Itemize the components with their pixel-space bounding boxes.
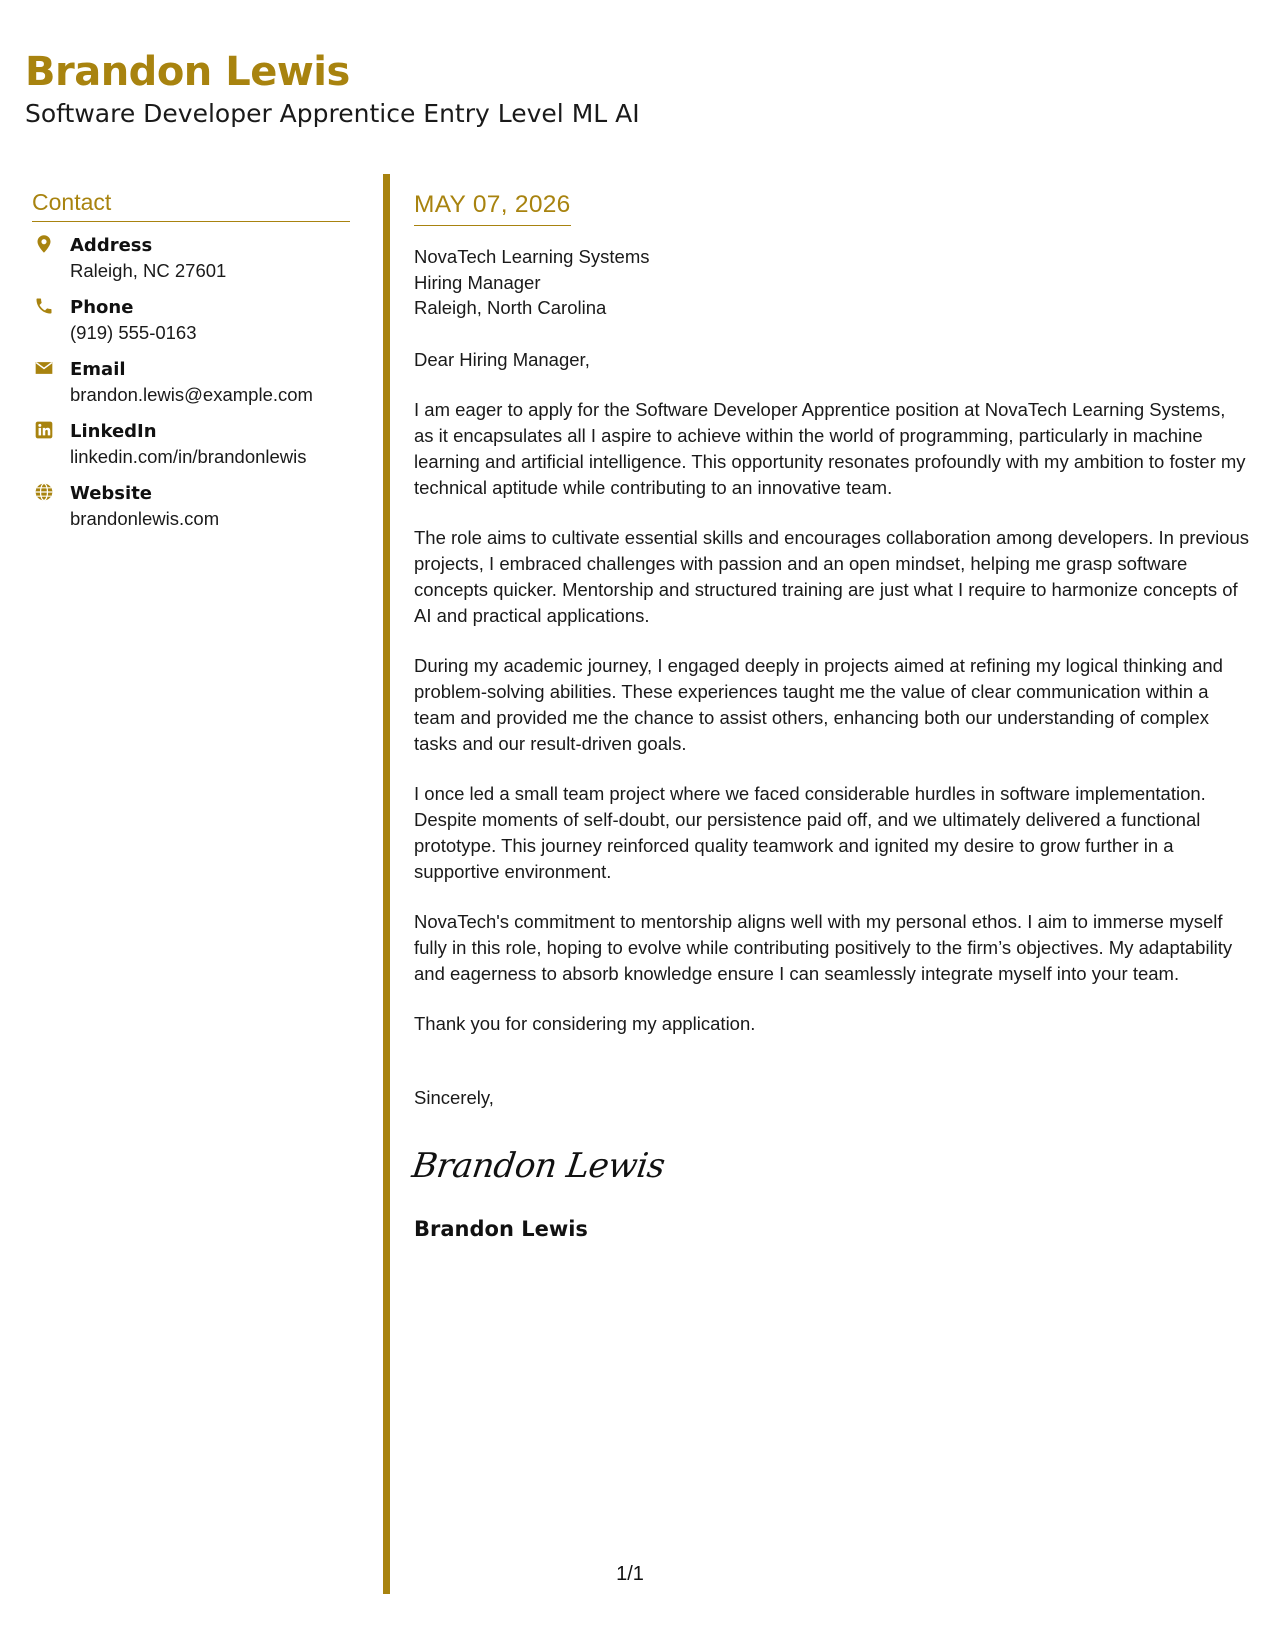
contact-label: Website — [70, 483, 153, 504]
contact-item-email — [32, 358, 350, 407]
contact-item-address — [32, 234, 350, 283]
paragraph: During my academic journey, I engaged deeply in projects aimed at refining my logical thinking and problem-solving abilities. These experiences taught me the value of clear communication within a team and provided me the chance to assist others, enhancing both our understanding of complex tasks and our result-driven goals. — [414, 654, 1223, 754]
linkedin-icon — [34, 420, 56, 442]
closing: Sincerely, — [414, 1086, 494, 1108]
contact-label: Email — [70, 359, 126, 380]
contact-label: LinkedIn — [70, 421, 157, 442]
contact-value: linkedin.com/in/brandonlewis — [70, 446, 307, 467]
column-divider — [383, 174, 390, 1594]
paragraph: I once led a small team project where we faced considerable hurdles in software implementation. Despite moments of self-doubt, our persistence paid off, and we ultimately delivered a functional prototype. This journey reinforced quality teamwork and ignited my desire to grow further in a supportive environment. — [414, 782, 1206, 882]
contact-item-linkedin — [32, 420, 350, 469]
recipient-block — [414, 244, 1249, 321]
svg-text:Brandon Lewis: Brandon Lewis — [409, 1145, 668, 1186]
map-pin-icon — [34, 234, 56, 256]
contact-item-website — [32, 482, 350, 531]
applicant-name: Brandon Lewis — [25, 49, 350, 95]
letter-header — [25, 46, 1225, 130]
contact-label: Address — [70, 235, 153, 256]
globe-icon — [34, 482, 56, 504]
handwritten-signature — [409, 1141, 1249, 1191]
contact-sidebar — [32, 187, 350, 544]
signer-name: Brandon Lewis — [414, 1216, 588, 1241]
contact-item-phone — [32, 296, 350, 345]
phone-icon — [34, 296, 56, 318]
contact-label: Phone — [70, 297, 134, 318]
contact-heading: Contact — [32, 187, 350, 222]
contact-value: brandonlewis.com — [70, 508, 220, 529]
paragraph: I am eager to apply for the Software Developer Apprentice position at NovaTech Learning Systems, as it encapsulates all I aspire to achieve within the world of programming, particularly in machine learning and artificial intelligence. This opportunity resonates profoundly with my ambition to foster my technical aptitude while contributing to an innovative team. — [414, 398, 1246, 498]
contact-value: Raleigh, NC 27601 — [70, 260, 227, 281]
contact-value: (919) 555-0163 — [70, 322, 197, 343]
recipient-location: Raleigh, North Carolina — [414, 297, 607, 318]
recipient-company: NovaTech Learning Systems — [414, 246, 650, 267]
envelope-icon — [34, 358, 56, 380]
contact-value: brandon.lewis@example.com — [70, 384, 313, 405]
paragraph: The role aims to cultivate essential skills and encourages collaboration among developers. In previous projects, I embraced challenges with passion and an open mindset, helping me grasp software concepts quicker. Mentorship and structured training are just what I require to harmonize concepts of AI and practical applications. — [414, 526, 1250, 626]
paragraph: Thank you for considering my application. — [414, 1012, 756, 1034]
recipient-contact: Hiring Manager — [414, 271, 541, 293]
page-number: 1/1 — [616, 1563, 644, 1585]
applicant-title: Software Developer Apprentice Entry Level ML AI — [25, 99, 640, 128]
letter-body — [409, 189, 1250, 1243]
letter-date: MAY 07, 2026 — [414, 189, 571, 226]
salutation: Dear Hiring Manager, — [414, 348, 590, 370]
paragraph: NovaTech's commitment to mentorship aligns well with my personal ethos. I aim to immerse myself fully in this role, hoping to evolve while contributing positively to the firm’s objectives. My adaptability and eagerness to absorb knowledge ensure I can seamlessly integrate myself into your team. — [414, 910, 1233, 984]
